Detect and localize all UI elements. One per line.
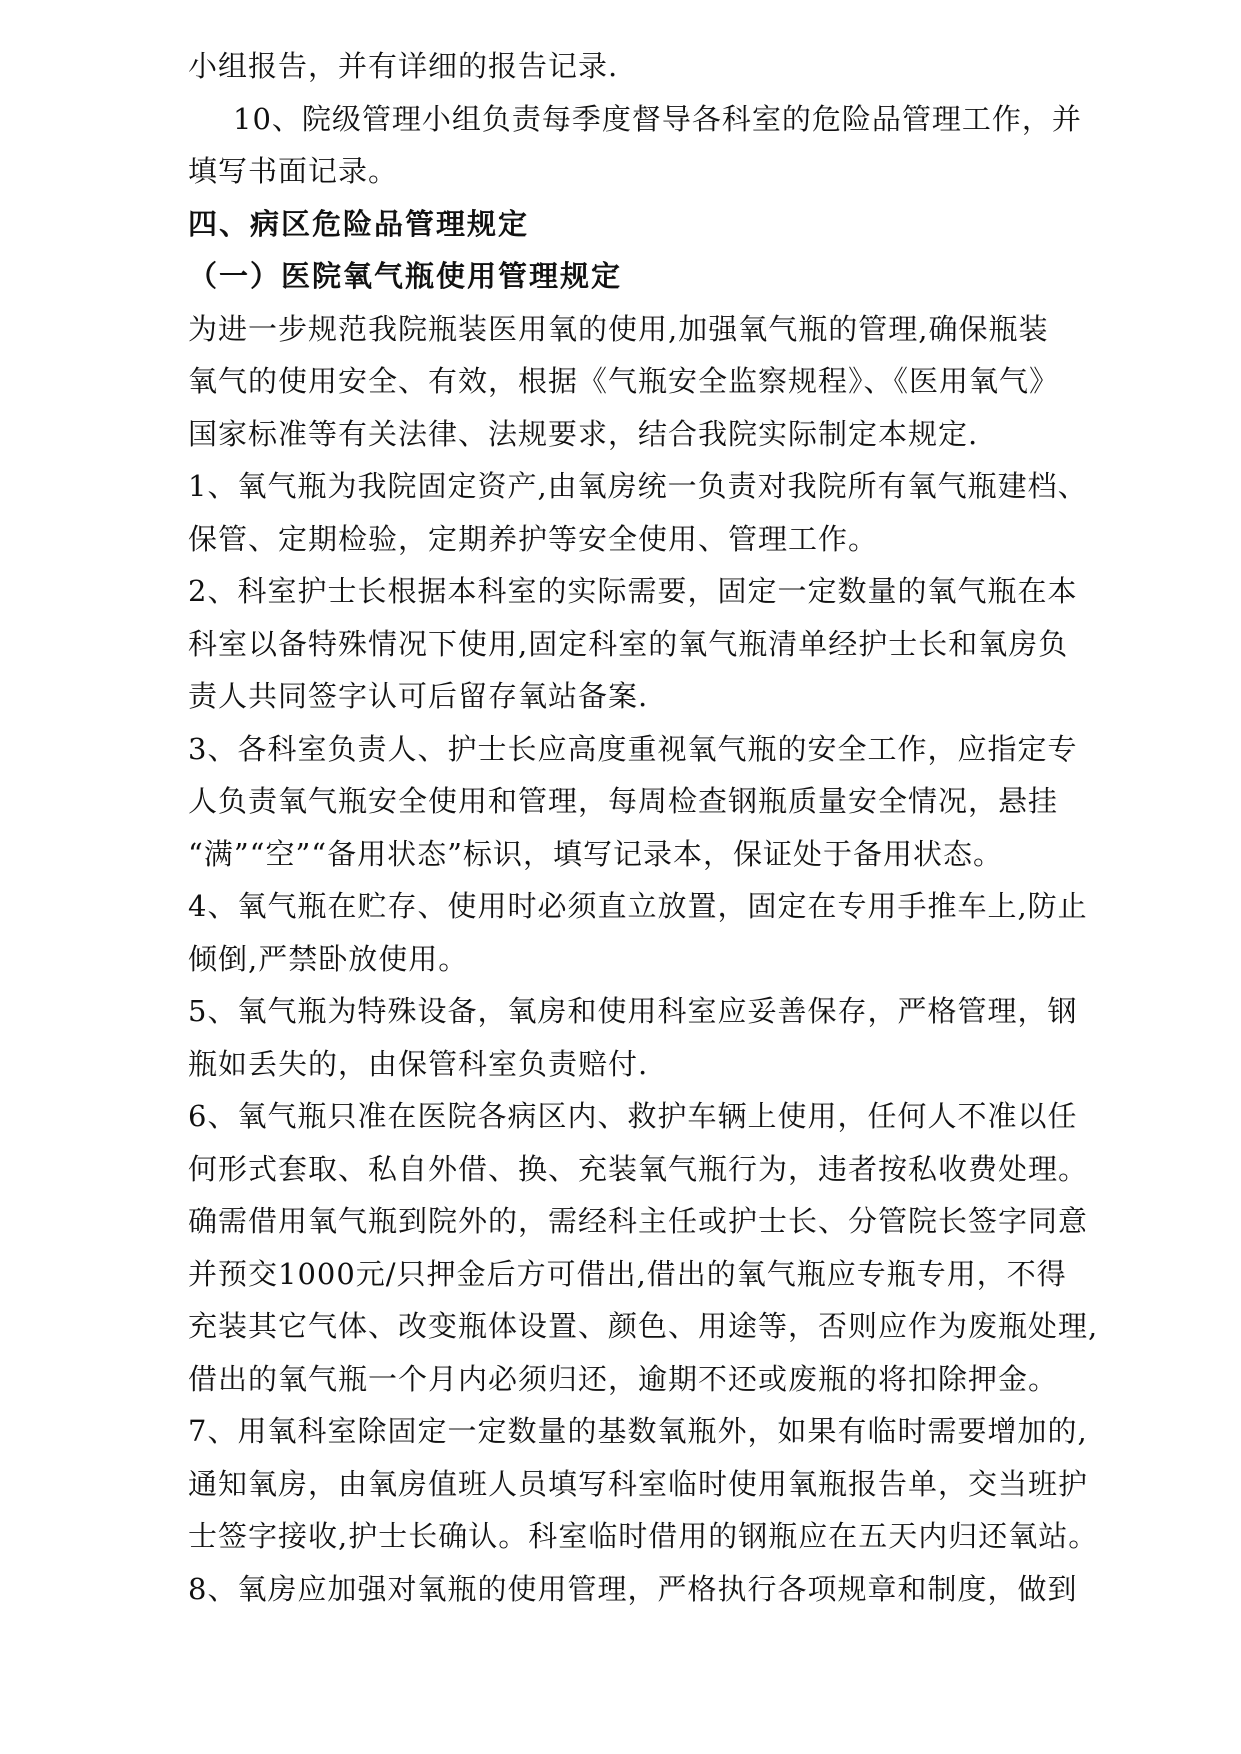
paragraph-line: 确需借用氧气瓶到院外的，需经科主任或护士长、分管院长签字同意 [188, 1204, 1089, 1238]
paragraph-line: 保管、定期检验，定期养护等安全使用、管理工作。 [188, 521, 879, 556]
paragraph-line: 5、氧气瓶为特殊设备，氧房和使用科室应妥善保存，严格管理，钢 [188, 994, 1078, 1028]
paragraph-line: 小组报告，并有详细的报告记录. [188, 49, 619, 83]
paragraph-line: 2、科室护士长根据本科室的实际需要，固定一定数量的氧气瓶在本 [188, 574, 1078, 608]
paragraph-line: 1、氧气瓶为我院固定资产,由氧房统一负责对我院所有氧气瓶建档、 [188, 469, 1088, 503]
paragraph-line: 3、各科室负责人、护士长应高度重视氧气瓶的安全工作，应指定专 [188, 731, 1078, 766]
paragraph-line: 4、氧气瓶在贮存、使用时必须直立放置，固定在专用手推车上,防止 [188, 889, 1088, 923]
paragraph-line: 并预交1000元/只押金后方可借出,借出的氧气瓶应专瓶专用，不得 [188, 1256, 1067, 1291]
paragraph-line: 责人共同签字认可后留存氧站备案. [188, 679, 649, 713]
paragraph-line: 10、院级管理小组负责每季度督导各科室的危险品管理工作，并 [233, 101, 1082, 136]
paragraph-line: 通知氧房，由氧房值班人员填写科室临时使用氧瓶报告单，交当班护 [188, 1466, 1089, 1501]
paragraph-line: 科室以备特殊情况下使用,固定科室的氧气瓶清单经护士长和氧房负 [188, 626, 1069, 661]
paragraph-line: 借出的氧气瓶一个月内必须归还，逾期不还或废瓶的将扣除押金。 [188, 1361, 1059, 1396]
paragraph-line: 何形式套取、私自外借、换、充装氧气瓶行为，违者按私收费处理。 [188, 1151, 1089, 1186]
paragraph-line: “满”“空”“备用状态”标识，填写记录本，保证处于备用状态。 [188, 836, 1003, 871]
section-heading: 四、病区危险品管理规定 [188, 206, 530, 241]
paragraph-line: 人负责氧气瓶安全使用和管理，每周检查钢瓶质量安全情况，悬挂 [188, 784, 1059, 818]
paragraph-line: 充装其它气体、改变瓶体设置、颜色、用途等，否则应作为废瓶处理, [188, 1309, 1099, 1343]
paragraph-line: 填写书面记录。 [188, 154, 399, 188]
paragraph-line: 8、氧房应加强对氧瓶的使用管理，严格执行各项规章和制度，做到 [188, 1571, 1078, 1606]
paragraph-line: 6、氧气瓶只准在医院各病区内、救护车辆上使用，任何人不准以任 [188, 1099, 1078, 1133]
subsection-heading: （一）医院氧气瓶使用管理规定 [188, 259, 623, 293]
paragraph-line: 国家标准等有关法律、法规要求，结合我院实际制定本规定. [188, 416, 979, 451]
document-body [188, 40, 1099, 1615]
paragraph-line: 为进一步规范我院瓶装医用氧的使用,加强氧气瓶的管理,确保瓶装 [188, 311, 1049, 346]
paragraph-line: 7、用氧科室除固定一定数量的基数氧瓶外，如果有临时需要增加的, [188, 1414, 1088, 1448]
paragraph-line: 瓶如丢失的，由保管科室负责赔付. [188, 1046, 649, 1081]
paragraph-line: 氧气的使用安全、有效，根据《气瓶安全监察规程》、《医用氧气》 [188, 364, 1060, 398]
paragraph-line: 倾倒,严禁卧放使用。 [188, 941, 469, 976]
paragraph-line: 士签字接收,护士长确认。科室临时借用的钢瓶应在五天内归还氧站。 [188, 1519, 1099, 1553]
